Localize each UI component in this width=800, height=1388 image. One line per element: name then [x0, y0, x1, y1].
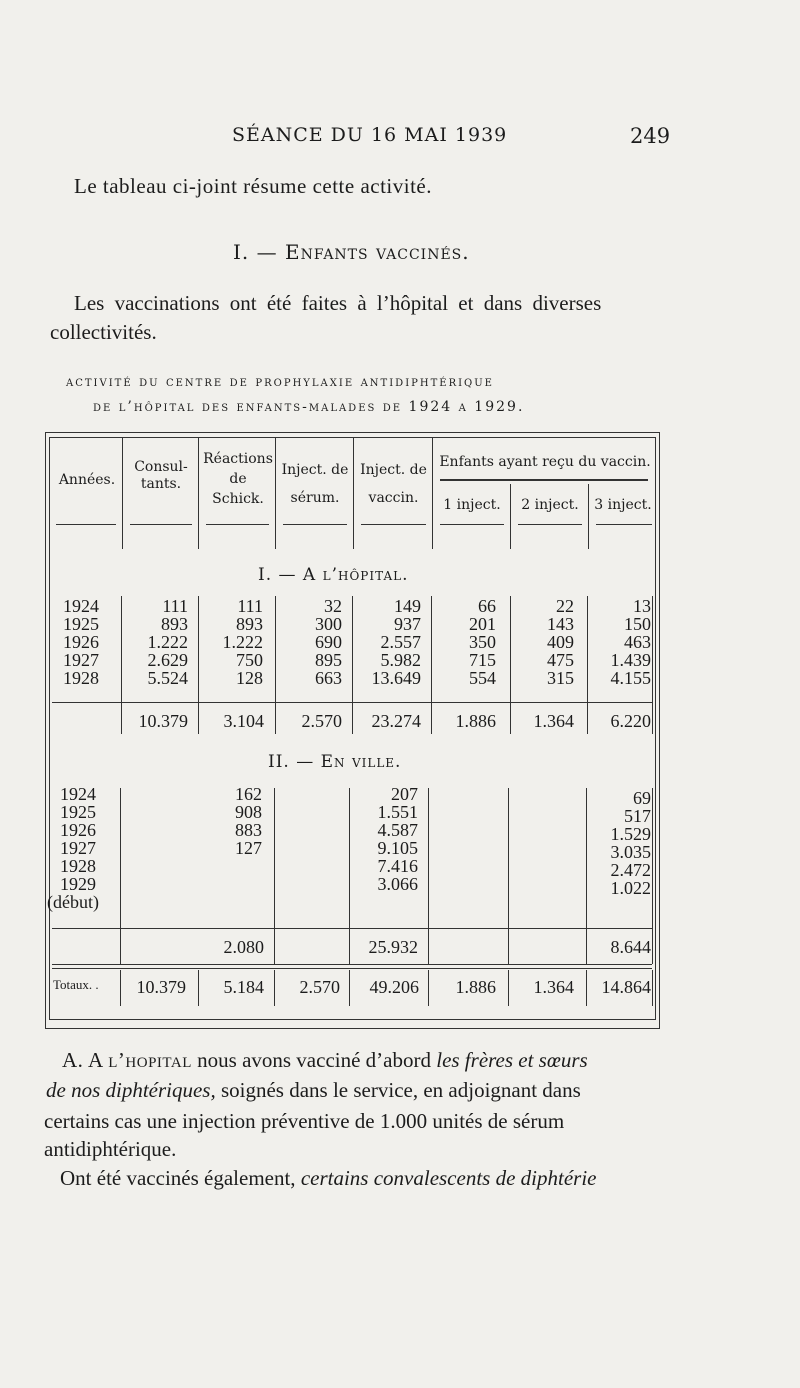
divider — [652, 970, 653, 1006]
table-cell: 143 — [547, 614, 574, 634]
table-cell: 463 — [624, 632, 651, 652]
table-cell: 1.551 — [377, 802, 418, 822]
table-cell: 201 — [469, 614, 496, 634]
section2-inj3 — [589, 789, 651, 897]
divider — [120, 970, 121, 1006]
grand-total-vaccin: 49.206 — [369, 977, 419, 997]
table-cell: 1.222 — [222, 632, 263, 652]
table-cell: 300 — [315, 614, 342, 634]
table-cell: 1925 — [63, 614, 99, 634]
table-cell: 1926 — [60, 820, 96, 840]
divider — [508, 970, 509, 1006]
divider — [121, 596, 122, 734]
header-inject-vaccin-1: Inject. de — [360, 462, 427, 478]
divider — [361, 524, 426, 525]
section1-vaccin — [355, 597, 421, 687]
header-inj1: 1 inject. — [443, 497, 501, 513]
header-reactions-3: Schick. — [212, 491, 264, 507]
divider — [588, 484, 589, 549]
section1-total-inj2: 1.364 — [533, 711, 574, 731]
table-cell: 1925 — [60, 802, 96, 822]
running-title: SÉANCE DU 16 MAI 1939 — [232, 124, 508, 146]
table-cell: 895 — [315, 650, 342, 670]
table-cell: 3.035 — [610, 842, 651, 862]
divider — [440, 479, 648, 481]
header-inject-vaccin — [355, 456, 432, 512]
divider — [652, 788, 653, 964]
divider — [510, 596, 511, 734]
header-inj2: 2 inject. — [521, 497, 579, 513]
table-cell: 2.557 — [380, 632, 421, 652]
table-cell: 128 — [236, 668, 263, 688]
divider — [52, 702, 652, 703]
paragraph3-italic: certains convalescents de diphtérie — [300, 1166, 597, 1190]
header-inject-serum — [277, 456, 353, 512]
section1-consultants — [124, 597, 188, 687]
divider — [275, 596, 276, 734]
table-cell: 893 — [161, 614, 188, 634]
section2-total-vaccin: 25.932 — [368, 937, 418, 957]
table-cell: 750 — [236, 650, 263, 670]
paragraph2-text: soignés dans le service, en adjoignant dans — [215, 1078, 581, 1102]
divider — [353, 437, 354, 549]
grand-total-consultants: 10.379 — [136, 977, 186, 997]
page-number: 249 — [630, 124, 671, 148]
table-cell: 1928 — [60, 856, 96, 876]
grand-total-inj3: 14.864 — [601, 977, 651, 997]
table-cell: 715 — [469, 650, 496, 670]
table-cell: 111 — [237, 596, 263, 616]
table-cell: 111 — [162, 596, 188, 616]
table-cell: 32 — [324, 596, 342, 616]
paragraph2-lead: A. A l’hopital — [62, 1048, 192, 1072]
divider — [586, 788, 587, 964]
table-cell: 1924 — [63, 596, 99, 616]
section1-total-serum: 2.570 — [301, 711, 342, 731]
grand-total-inj1: 1.886 — [455, 977, 496, 997]
table-cell: 554 — [469, 668, 496, 688]
section-heading: I. — Enfants vaccinés. — [233, 240, 470, 264]
divider — [274, 788, 275, 964]
table-cell: 315 — [547, 668, 574, 688]
divider — [508, 788, 509, 964]
divider — [431, 596, 432, 734]
section1-inj3 — [590, 597, 651, 687]
section2-title: II. — En ville. — [268, 752, 402, 772]
table-cell: 1.439 — [610, 650, 651, 670]
grand-total-inj2: 1.364 — [533, 977, 574, 997]
divider — [428, 788, 429, 964]
table-cell: 4.155 — [610, 668, 651, 688]
table-cell: 908 — [235, 802, 262, 822]
table-cell: 127 — [235, 838, 262, 858]
section1-schick — [200, 597, 263, 687]
table-cell: 1929 — [60, 874, 96, 894]
table-cell: 9.105 — [377, 838, 418, 858]
divider — [652, 596, 653, 734]
paragraph2-line2 — [46, 1078, 581, 1103]
section1-total-inj3: 6.220 — [610, 711, 651, 731]
paragraph2-text: nous avons vacciné d’abord — [191, 1048, 437, 1072]
header-inject-serum-2: sérum. — [290, 490, 340, 506]
table-cell: 5.524 — [147, 668, 188, 688]
table-cell: 149 — [394, 596, 421, 616]
section2-schick — [200, 785, 262, 857]
section1-total-inj1: 1.886 — [455, 711, 496, 731]
section1-total-vaccin: 23.274 — [371, 711, 421, 731]
divider — [283, 524, 347, 525]
header-consultants — [124, 459, 198, 493]
table-cell: (début) — [47, 892, 99, 912]
divider — [206, 524, 269, 525]
header-reactions-1: Réactions — [203, 451, 273, 467]
divider — [130, 524, 192, 525]
paragraph2-line1 — [62, 1048, 588, 1073]
header-enfants: Enfants ayant reçu du vaccin. — [439, 454, 651, 470]
table-cell: 2.472 — [610, 860, 651, 880]
divider — [349, 970, 350, 1006]
table-cell: 690 — [315, 632, 342, 652]
table-cell: 409 — [547, 632, 574, 652]
divider — [587, 596, 588, 734]
divider — [510, 484, 511, 549]
table-cell: 1.022 — [610, 878, 651, 898]
divider — [432, 437, 433, 549]
header-inject-serum-1: Inject. de — [281, 462, 349, 478]
section2-total-schick: 2.080 — [223, 937, 264, 957]
paragraph1-line1: Les vaccinations ont été faites à l’hôpital et dans diverses — [74, 291, 602, 315]
table-cell: 663 — [315, 668, 342, 688]
section2-years — [47, 784, 120, 912]
paragraph2-italic: les frères et sœurs — [436, 1048, 588, 1072]
divider — [352, 596, 353, 734]
table-cell: 22 — [556, 596, 574, 616]
header-inject-vaccin-2: vaccin. — [368, 490, 419, 506]
table-cell: 162 — [235, 784, 262, 804]
table-cell: 207 — [391, 784, 418, 804]
table-cell: 1928 — [63, 668, 99, 688]
header-reactions — [200, 449, 276, 509]
grand-total-serum: 2.570 — [299, 977, 340, 997]
table-cell: 3.066 — [377, 874, 418, 894]
table-cell: 517 — [624, 806, 651, 826]
intro-line: Le tableau ci-joint résume cette activité. — [74, 174, 433, 198]
table-cell: 13.649 — [371, 668, 421, 688]
table-cell: 66 — [478, 596, 496, 616]
table-cell: 1924 — [60, 784, 96, 804]
divider — [198, 596, 199, 734]
table-cell: 150 — [624, 614, 651, 634]
table-cell: 1.222 — [147, 632, 188, 652]
table-cell: 883 — [235, 820, 262, 840]
divider — [120, 788, 121, 964]
divider — [586, 970, 587, 1006]
table-cell: 13 — [633, 596, 651, 616]
paragraph3-text: Ont été vaccinés également, — [60, 1166, 301, 1190]
paragraph2-line3: certains cas une injection préventive de 1.000 unités de sérum — [44, 1109, 565, 1133]
section1-serum — [278, 597, 342, 687]
table-cell: 1.529 — [610, 824, 651, 844]
divider — [428, 970, 429, 1006]
header-reactions-2: de — [229, 471, 247, 487]
grand-total-label: Totaux. . — [53, 977, 99, 992]
divider — [52, 964, 652, 969]
divider — [198, 437, 199, 549]
divider — [518, 524, 582, 525]
table-cell: 2.629 — [147, 650, 188, 670]
section1-inj2 — [512, 597, 574, 687]
table-cell: 7.416 — [377, 856, 418, 876]
table-cell: 475 — [547, 650, 574, 670]
table-cell: 1927 — [60, 838, 96, 858]
section1-inj1 — [434, 597, 496, 687]
section1-title: I. — A l’hôpital. — [258, 565, 409, 585]
table-cell: 69 — [633, 788, 651, 808]
paragraph1-line2: collectivités. — [50, 320, 157, 344]
divider — [122, 437, 123, 549]
section1-total-schick: 3.104 — [223, 711, 264, 731]
divider — [274, 970, 275, 1006]
divider — [349, 788, 350, 964]
divider — [596, 524, 652, 525]
grand-total-schick: 5.184 — [223, 977, 264, 997]
paragraph2-italic: de nos diphtériques, — [46, 1078, 216, 1102]
section2-total-inj3: 8.644 — [610, 937, 651, 957]
table-cell: 5.982 — [380, 650, 421, 670]
table-cell: 937 — [394, 614, 421, 634]
table-cell: 4.587 — [377, 820, 418, 840]
divider — [52, 928, 652, 929]
divider — [56, 524, 116, 525]
divider — [440, 524, 504, 525]
table-title-line1: activité du centre de prophylaxie antidiphtérique — [66, 374, 494, 390]
paragraph2-line4: antidiphtérique. — [44, 1137, 177, 1161]
divider — [198, 970, 199, 1006]
header-inj3: 3 inject. — [594, 497, 652, 513]
header-consultants-2: tants. — [140, 476, 182, 492]
table-cell: 1926 — [63, 632, 99, 652]
table-cell: 1927 — [63, 650, 99, 670]
paragraph3 — [60, 1166, 596, 1191]
section2-vaccin — [352, 785, 418, 893]
section1-total-consultants: 10.379 — [138, 711, 188, 731]
header-annees: Années. — [58, 472, 116, 488]
section1-years — [63, 597, 118, 687]
header-consultants-1: Consul- — [134, 459, 188, 475]
table-cell: 350 — [469, 632, 496, 652]
table-title-line2: de l’hôpital des enfants-malades de 1924 a 1929. — [93, 399, 525, 415]
table-cell: 893 — [236, 614, 263, 634]
